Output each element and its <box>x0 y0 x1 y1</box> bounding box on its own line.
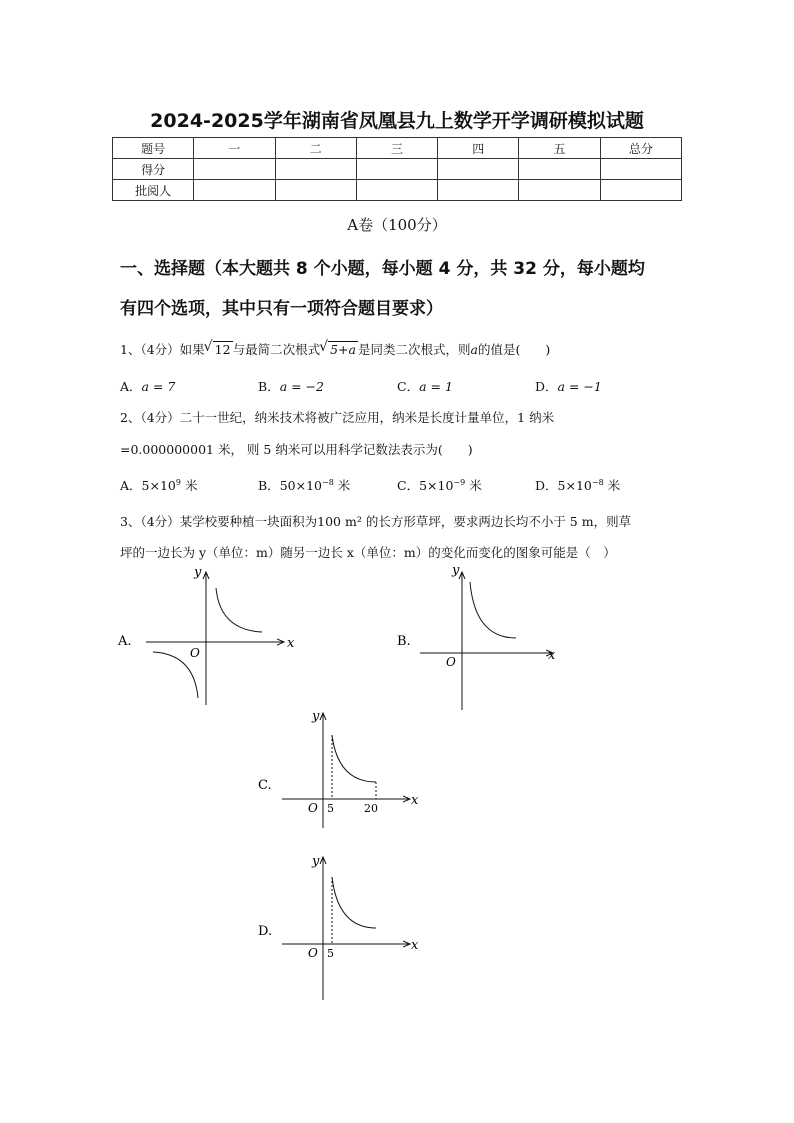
table-cell: 四 <box>438 138 519 159</box>
graph-b-label: B. <box>397 634 411 649</box>
graph-b-curve <box>470 582 516 638</box>
q1-end: 的值是( ) <box>477 342 551 357</box>
table-cell <box>438 159 519 180</box>
table-cell <box>194 180 275 201</box>
table-cell <box>519 159 600 180</box>
table-cell <box>356 180 437 201</box>
option-label: D． <box>535 379 558 394</box>
radical-5-plus-a: √ 5+a <box>328 341 358 357</box>
page-title: 2024-2025学年湖南省凤凰县九上数学开学调研模拟试题 <box>150 110 644 132</box>
graph-d-curve <box>332 877 376 928</box>
question-2-line1: 2、（4分）二十一世纪，纳米技术将被广泛应用，纳米是长度计量单位，1 纳米 <box>120 410 555 425</box>
graph-b-origin: O <box>446 655 456 669</box>
graph-c-y-label: y <box>312 709 320 724</box>
option-label: C． <box>397 478 420 493</box>
q3-graphs <box>0 560 794 1010</box>
q2-option-d[interactable] <box>535 476 620 494</box>
option-exp: −8 <box>321 477 334 487</box>
option-label: C． <box>397 379 420 394</box>
table-cell <box>356 159 437 180</box>
graph-b-x-label: x <box>548 648 556 663</box>
graph-d-tick-5: 5 <box>327 947 334 960</box>
option-base: 5×10 <box>141 478 176 493</box>
option-label: A． <box>120 379 142 394</box>
table-cell <box>194 159 275 180</box>
graph-c-tick-5: 5 <box>327 802 334 815</box>
table-cell: 三 <box>356 138 437 159</box>
table-row <box>113 180 682 201</box>
option-base: 5×10 <box>557 478 592 493</box>
option-base: 50×10 <box>279 478 322 493</box>
graph-c-label: C. <box>258 778 272 793</box>
part1-heading-line2: 有四个选项，其中只有一项符合题目要求） <box>120 299 443 319</box>
option-text: a = 7 <box>141 379 176 394</box>
q1-option-b[interactable] <box>258 377 324 395</box>
option-base: 5×10 <box>419 478 454 493</box>
table-row <box>113 159 682 180</box>
q1-suffix: 是同类二次根式，则 <box>357 342 471 357</box>
table-cell: 得分 <box>113 159 194 180</box>
option-exp: −9 <box>453 477 466 487</box>
table-cell <box>519 180 600 201</box>
q1-mid: 与最简二次根式 <box>232 342 321 357</box>
option-unit: 米 <box>603 478 621 493</box>
radical-12: √ 12 <box>213 341 233 357</box>
option-label: A． <box>120 478 142 493</box>
score-table <box>112 137 682 201</box>
question-1 <box>120 340 550 358</box>
graph-d-label: D. <box>258 924 273 939</box>
graph-a-curve-upper <box>216 588 262 632</box>
graph-d-x-label: x <box>411 938 419 953</box>
table-cell: 一 <box>194 138 275 159</box>
question-3-line2: 坪的一边长为 y（单位：m）随另一边长 x（单位：m）的变化而变化的图象可能是（ ） <box>120 545 616 560</box>
graph-d-origin: O <box>308 946 318 960</box>
q2-option-b[interactable] <box>258 476 350 494</box>
table-cell: 总分 <box>600 138 681 159</box>
q2-option-c[interactable] <box>397 476 482 494</box>
option-unit: 米 <box>180 478 198 493</box>
table-cell: 题号 <box>113 138 194 159</box>
part1-heading-line1: 一、选择题（本大题共 8 个小题，每小题 4 分，共 32 分，每小题均 <box>120 259 645 279</box>
graph-b[interactable] <box>397 563 556 710</box>
graph-a-y-label: y <box>194 565 202 580</box>
table-cell <box>438 180 519 201</box>
option-exp: 9 <box>175 477 181 487</box>
option-text: a = −2 <box>279 379 324 394</box>
q1-option-c[interactable] <box>397 377 453 395</box>
q1-option-d[interactable] <box>535 377 602 395</box>
graph-c-tick-20: 20 <box>364 802 378 815</box>
q1-var: a <box>470 342 478 357</box>
option-exp: −8 <box>591 477 604 487</box>
q1-prefix: 1、（4分）如果 <box>120 342 205 357</box>
graph-a[interactable] <box>117 565 295 705</box>
section-a-title: A卷（100分） <box>347 216 447 234</box>
table-cell: 批阅人 <box>113 180 194 201</box>
table-cell <box>275 180 356 201</box>
table-cell <box>275 159 356 180</box>
graph-b-y-label: y <box>452 563 460 578</box>
graph-c-curve <box>332 735 376 782</box>
option-unit: 米 <box>333 478 351 493</box>
question-2-line2: =0.000000001 米， 则 5 纳米可以用科学记数法表示为( ) <box>120 442 473 457</box>
graph-c[interactable] <box>258 709 419 828</box>
option-text: a = −1 <box>557 379 602 394</box>
q2-option-a[interactable] <box>120 476 197 494</box>
graph-a-label: A. <box>118 634 132 649</box>
option-unit: 米 <box>465 478 482 493</box>
score-table-header <box>113 138 682 159</box>
graph-d[interactable] <box>258 854 419 1000</box>
table-cell <box>600 180 681 201</box>
graph-c-x-label: x <box>411 793 419 808</box>
question-3-line1: 3、（4分）某学校要种植一块面积为100 m² 的长方形草坪，要求两边长均不小于 5 m，则草 <box>120 514 632 529</box>
option-label: D． <box>535 478 558 493</box>
q1-option-a[interactable] <box>120 377 175 395</box>
option-text: a = 1 <box>419 379 453 394</box>
graph-d-y-label: y <box>312 854 320 869</box>
option-label: B． <box>258 379 280 394</box>
table-cell <box>600 159 681 180</box>
table-cell: 二 <box>275 138 356 159</box>
graph-a-x-label: x <box>287 636 295 651</box>
option-label: B． <box>258 478 280 493</box>
graph-a-origin: O <box>190 646 200 660</box>
table-cell: 五 <box>519 138 600 159</box>
graph-c-origin: O <box>308 801 318 815</box>
